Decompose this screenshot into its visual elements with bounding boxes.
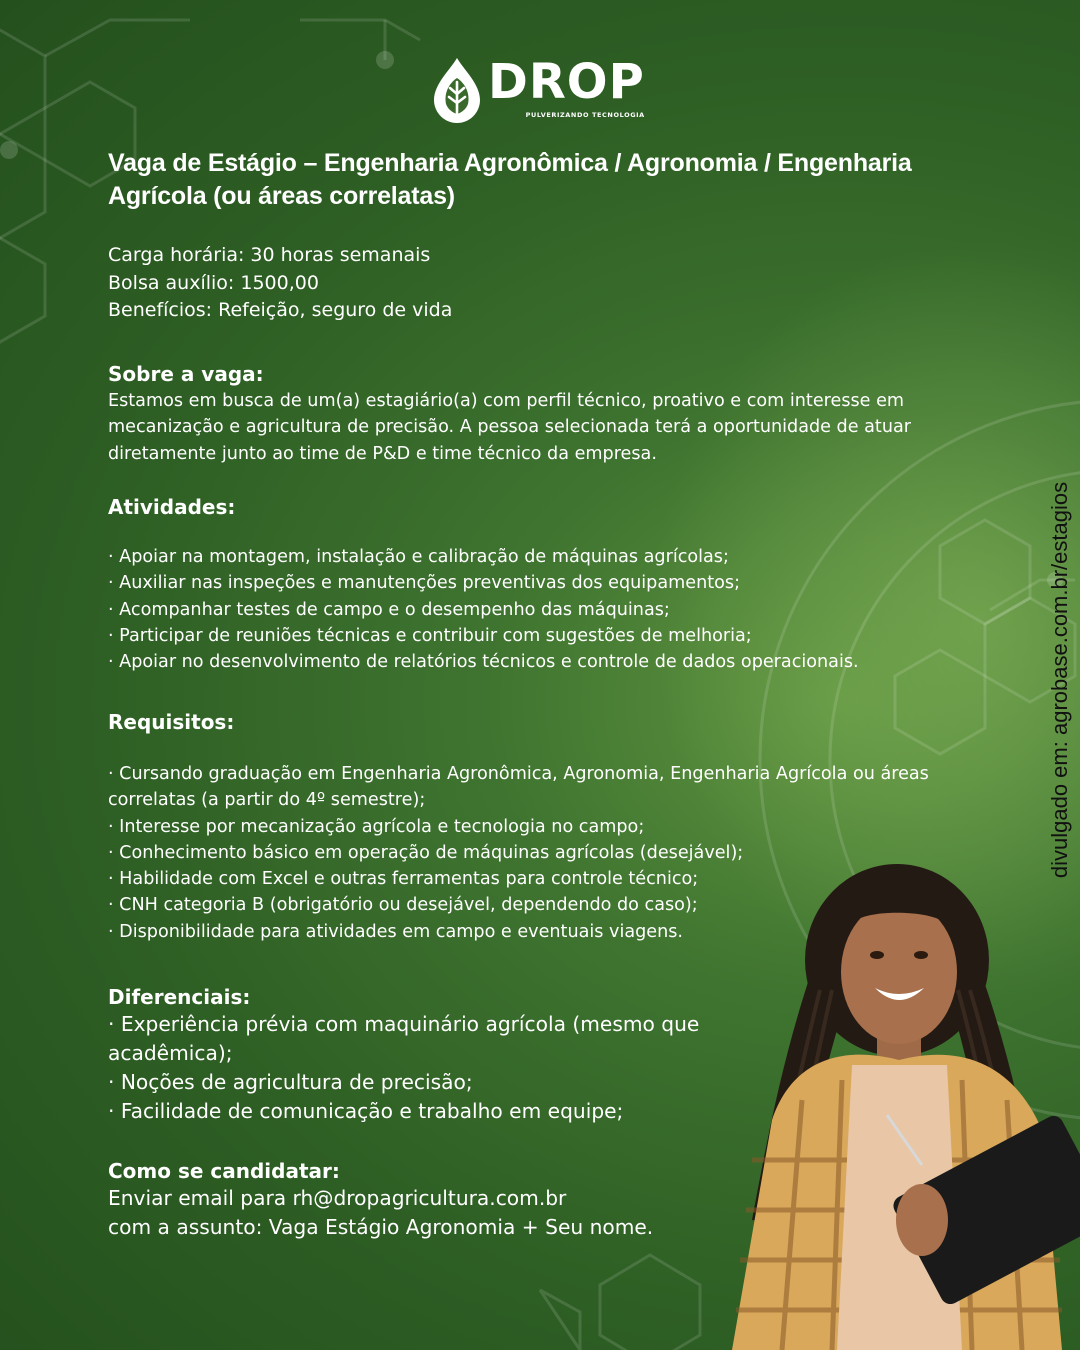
list-item: · CNH categoria B (obrigatório ou desejável, dependendo do caso);: [108, 895, 698, 916]
info-stipend: Bolsa auxílio: 1500,00: [108, 271, 319, 294]
list-item: · Conhecimento básico em operação de máquinas agrícolas (desejável);: [108, 842, 744, 863]
list-item: · Noções de agricultura de precisão;: [108, 1070, 473, 1094]
list-item: · Facilidade de comunicação e trabalho em equipe;: [108, 1099, 624, 1123]
candidatar-heading: Como se candidatar:: [108, 1159, 340, 1183]
atividades-list: [108, 544, 988, 675]
diferenciais-heading: Diferenciais:: [108, 985, 251, 1009]
list-item: · Habilidade com Excel e outras ferramentas para controle técnico;: [108, 869, 699, 890]
apply-email-line: Enviar email para rh@dropagricultura.com.br: [108, 1186, 567, 1210]
smiling-woman-photo: [712, 860, 1080, 1350]
list-item: · Apoiar na montagem, instalação e calibração de máquinas agrícolas;: [108, 547, 729, 567]
info-hours: Carga horária: 30 horas semanais: [108, 244, 431, 266]
list-item: · Disponibilidade para atividades em campo e eventuais viagens.: [108, 921, 684, 942]
brand-name: DROP: [488, 54, 645, 110]
list-item: · Apoiar no desenvolvimento de relatórios técnicos e controle de dados operacionais.: [108, 652, 859, 673]
section-candidatar: [108, 1158, 728, 1242]
job-info: [108, 242, 452, 325]
side-credit: divulgado em: agrobase.com.br/estagios: [1047, 481, 1072, 879]
requisitos-heading: Requisitos:: [108, 710, 235, 734]
list-item: · Participar de reuniões técnicas e contribuir com sugestões de melhoria;: [108, 625, 752, 646]
sobre-heading: Sobre a vaga:: [108, 362, 264, 386]
atividades-heading: Atividades:: [108, 495, 236, 519]
list-item: · Auxiliar nas inspeções e manutenções preventivas dos equipamentos;: [108, 573, 741, 594]
brand-tagline: PULVERIZANDO TECNOLOGIA: [525, 111, 645, 119]
job-title: Vaga de Estágio – Engenharia Agronômica / Agronomia / Engenharia Agrícola (ou áreas correlatas): [108, 149, 912, 210]
list-item: · Acompanhar testes de campo e o desempenho das máquinas;: [108, 599, 670, 620]
section-diferenciais: [108, 984, 748, 1126]
leaf-drop-icon: [430, 56, 484, 124]
drop-logo: [430, 56, 645, 124]
list-item: · Interesse por mecanização agrícola e tecnologia no campo;: [108, 816, 645, 837]
list-item: · Cursando graduação em Engenharia Agronômica, Agronomia, Engenharia Agrícola ou áreas correlatas (a partir do 4º semestre);: [108, 764, 929, 811]
section-atividades: [108, 494, 988, 675]
info-benefits: Benefícios: Refeição, seguro de vida: [108, 299, 453, 321]
sobre-text: Estamos em busca de um(a) estagiário(a) com perfil técnico, proativo e com interesse em mecanização e agricultura de precisão. A pessoa selecionada terá a oportunidade de atuar diretamente junto ao time de P&D e time técnico da empresa.: [108, 391, 911, 464]
list-item: · Experiência prévia com maquinário agrícola (mesmo que acadêmica);: [108, 1012, 700, 1065]
apply-subject-line: com a assunto: Vaga Estágio Agronomia + Seu nome.: [108, 1215, 654, 1239]
section-sobre: [108, 361, 988, 467]
